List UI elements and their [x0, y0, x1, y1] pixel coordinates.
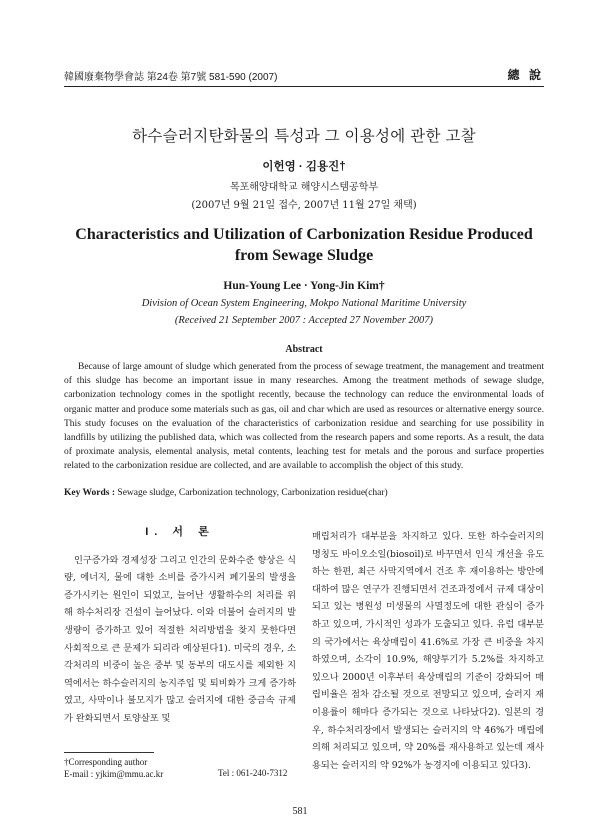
abstract-heading: Abstract — [285, 344, 323, 355]
corresponding-email: E-mail : yjkim@mmu.ac.kr — [64, 769, 164, 779]
page-number: 581 — [292, 806, 308, 817]
korean-title: 하수슬러지탄화물의 특성과 그 이용성에 관한 고찰 — [132, 128, 476, 145]
keywords-label: Key Words : — [64, 488, 116, 498]
journal-citation: 韓國廢棄物學會誌 第24卷 第7號 581-590 (2007) — [64, 72, 278, 83]
footnote-rule — [64, 752, 154, 753]
english-title-line1: Characteristics and Utilization of Carbonization Residue Produced — [75, 226, 533, 243]
intro-paragraph-left: 인구증가와 경제성장 그리고 인간의 문화수준 향상은 식량, 에너지, 물에 대한 소비를 증가시켜 폐기물의 발생을 증가시키는 원인이 되었고, 늘어난 생활하수의 처리를 위해 하수처리장 건설이 늘어났다. 이와 더불어 슬러지의 발생량이 증가하고 있어 적절한 처리방법을 찾지 못한다면 사회적으로 큰 문제가 되리라 예상된다1). 미국의 경우, 소각처리의 비중이 높은 중부 및 동부의 대도시를 제외한 지역에서는 하수슬러지의 농지주입 및 퇴비화가 크게 증가하였고, 사막이나 불모지가 많고 슬러지에 대한 중금속 규제가 완화되면서 토양살포 및 — [64, 554, 296, 724]
english-title — [64, 224, 544, 266]
english-authors: Hun-Young Lee · Yong-Jin Kim† — [223, 280, 385, 292]
left-column — [64, 520, 296, 728]
english-received-dates: (Received 21 September 2007 : Accepted 27 November 2007) — [174, 315, 434, 326]
running-header — [64, 68, 544, 84]
english-affiliation: Division of Ocean System Engineering, Mokpo National Maritime University — [141, 298, 467, 309]
corresponding-author-label: †Corresponding author — [64, 757, 148, 767]
intro-paragraph-right: 매립처리가 대부분을 차지하고 있다. 또한 하수슬러지의 명칭도 바이오소일(biosoil)로 바꾸면서 인식 개선을 유도하는 한편, 최근 사막지역에서 건조 후 재이용하는 방안에 대하여 많은 연구가 진행되면서 건조과정에서 규제 대상이 되고 있는 병원성 미생물의 사멸정도에 대한 관심이 증가하고 있으며, 가시적인 성과가 도출되고 있다. 유럽 대부분의 국가에서는 육상매립이 41.6%로 가장 큰 비중을 차지하였으며, 소각이 10.9%, 해양투기가 5.2%를 차지하고 있으나 2000년 이후부터 육상매립의 기준이 강화되어 매립비율은 점차 감소될 것으로 전망되고 있으며, 슬러지 재이용률이 해마다 증가되는 것으로 나타났다2). 일본의 경우, 하수처리장에서 발생되는 슬러지의 약 46%가 매립에 의해 처리되고 있으며, 약 20%를 재사용하고 있는데 재사용되는 슬러지의 약 92%가 농경지에 이용되고 있다3). — [312, 531, 544, 771]
english-title-line2: from Sewage Sludge — [234, 247, 374, 264]
header-rule — [64, 86, 544, 87]
korean-received-dates: (2007년 9월 21일 접수, 2007년 11월 27일 채택) — [191, 200, 417, 211]
korean-authors: 이헌영 · 김용진† — [262, 161, 346, 173]
abstract-text: Because of large amount of sludge which generated from the process of sewage treatment, the management and treatment of this sludge has become an important issue in many researches. Among the treatment methods of sewage sludge, carbonization technology comes in the spotlight recently, because the technology can reduce the environmental loads of organic matter and produce some materials such as gas, oil and char which are used as resources or alternative energy source. This study focuses on the evaluation of the characteristics of carbonization residue and searching for use possibility in landfills by utilizing the published data, which was collected from the research papers and some reports. As a result, the data of proximate analysis, elemental analysis, metal contents, leaching test for metals and the porous and surface properties related to the carbonization residue are collected, and are available to accomplish the object of this study. — [64, 362, 544, 472]
keywords-text: Sewage sludge, Carbonization technology, Carbonization residue(char) — [117, 488, 388, 498]
right-column — [312, 528, 544, 774]
section-heading-introduction: I. 서 론 — [145, 526, 215, 538]
korean-affiliation: 목포해양대학교 해양시스템공학부 — [229, 182, 379, 193]
article-type-label: 總 說 — [507, 68, 544, 82]
corresponding-phone: Tel : 061-240-7312 — [218, 768, 288, 778]
keywords — [64, 488, 544, 498]
